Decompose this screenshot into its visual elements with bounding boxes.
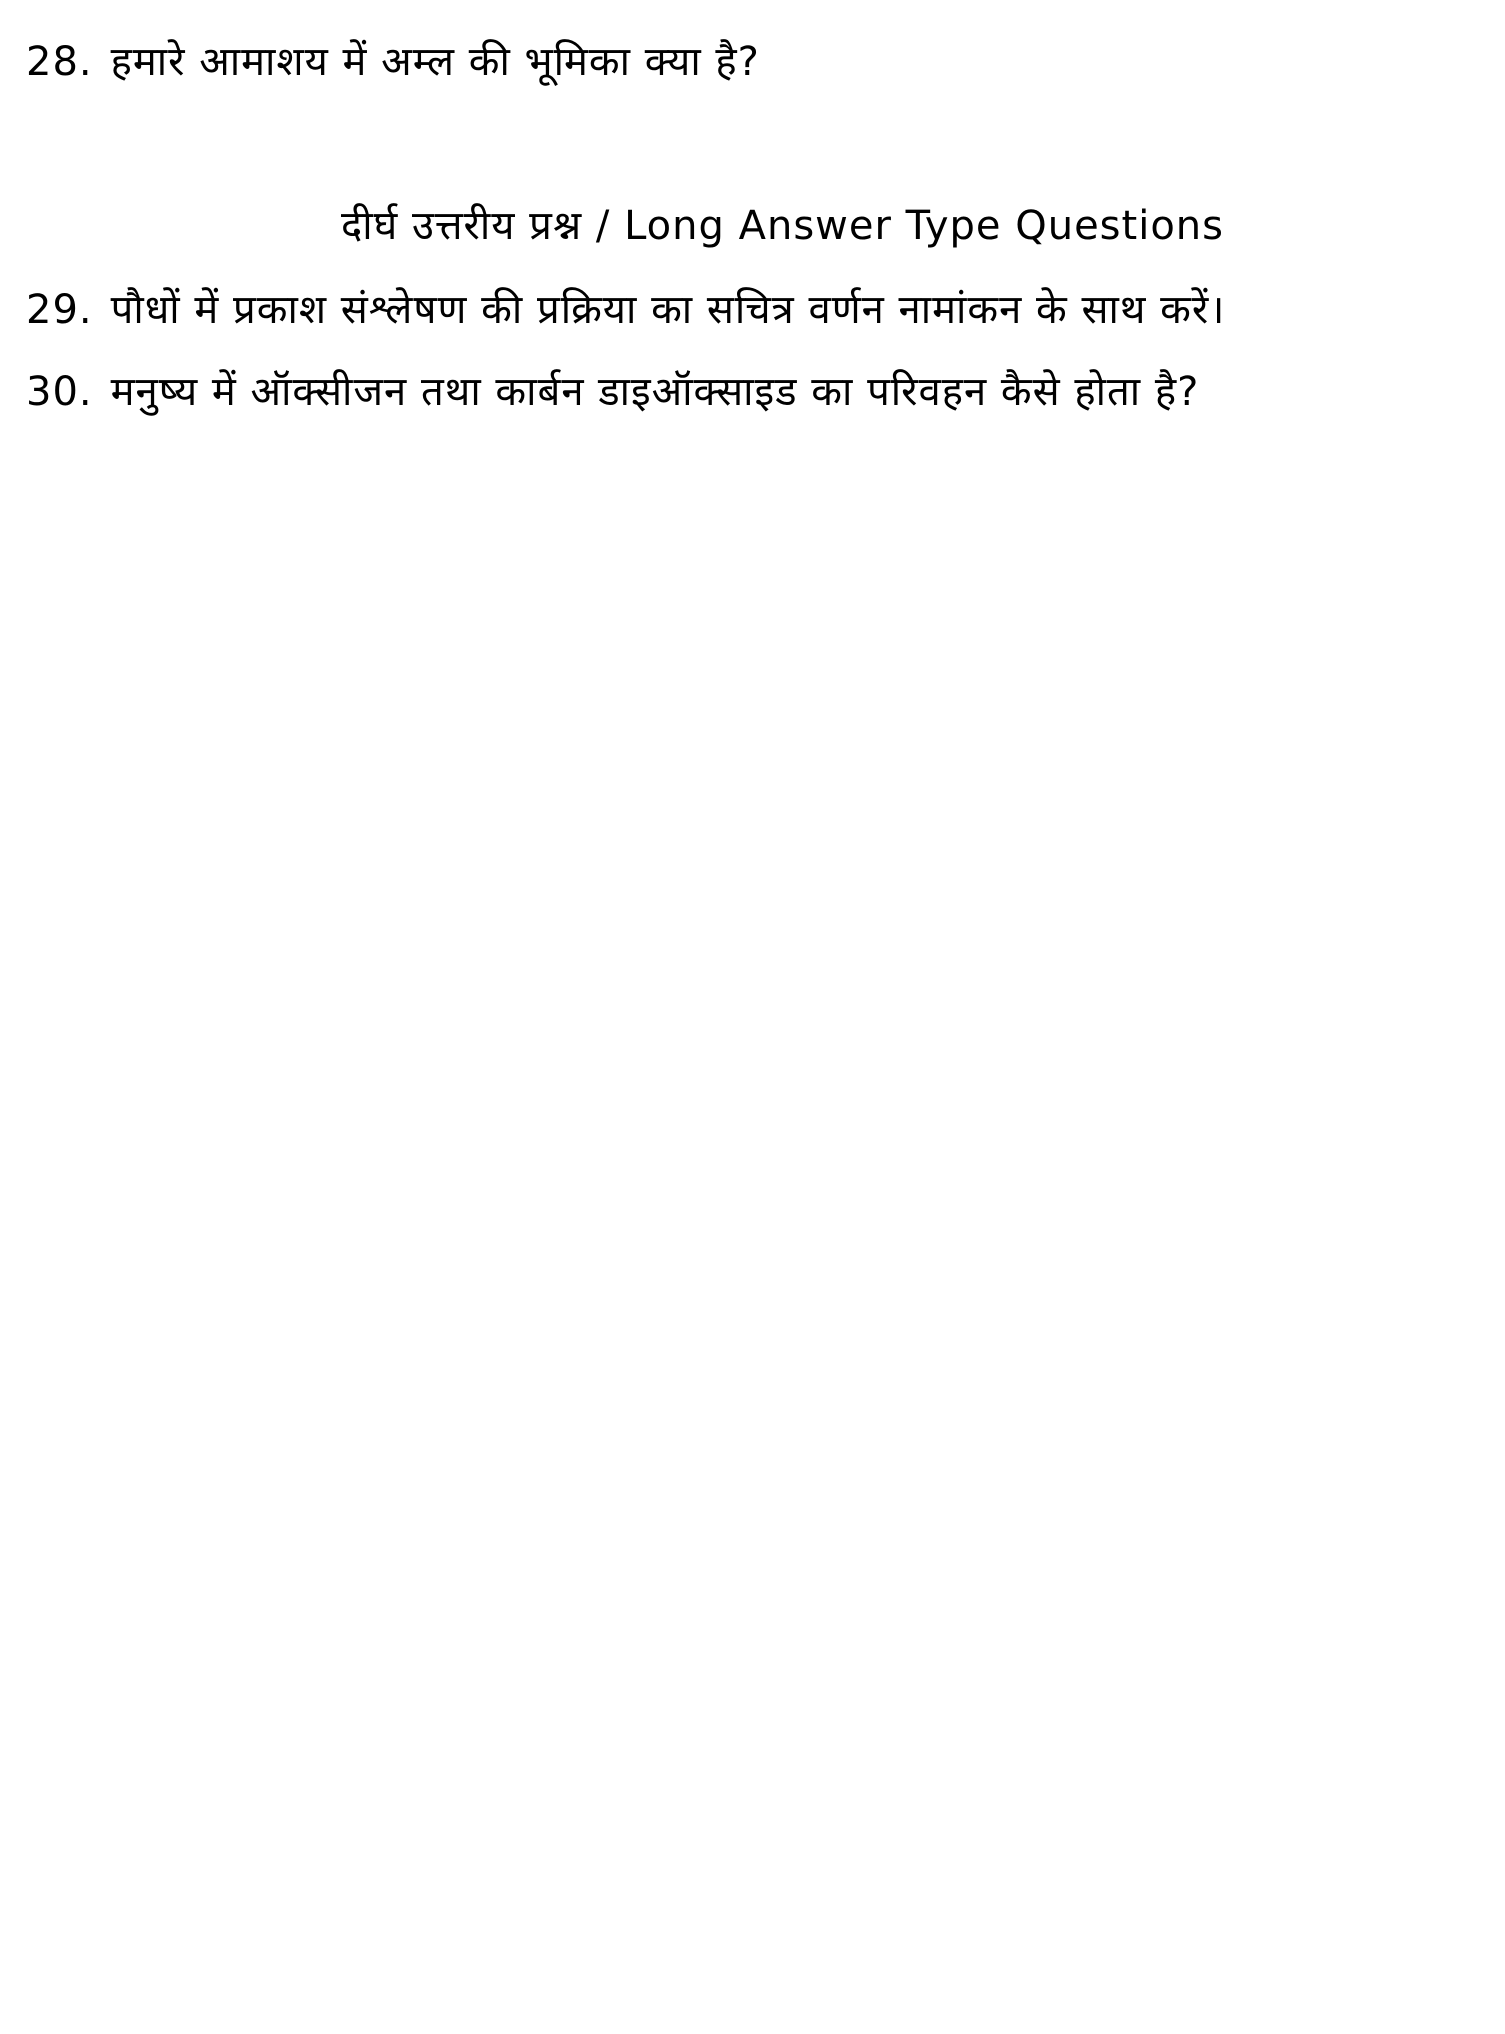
question-29 xyxy=(26,282,1225,338)
question-30 xyxy=(26,364,1199,420)
question-text: हमारे आमाशय में अम्ल की भूमिका क्या है? xyxy=(110,39,760,85)
question-text: मनुष्य में ऑक्सीजन तथा कार्बन डाइऑक्साइड का परिवहन कैसे होता है? xyxy=(110,369,1200,415)
section-heading: दीर्घ उत्तरीय प्रश्न / Long Answer Type Questions xyxy=(341,203,1224,249)
question-text: पौधों में प्रकाश संश्लेषण की प्रक्रिया का सचित्र वर्णन नामांकन के साथ करें। xyxy=(110,287,1226,333)
question-number: 30. xyxy=(26,369,93,415)
question-number: 28. xyxy=(26,39,93,85)
question-28 xyxy=(26,34,760,90)
question-number: 29. xyxy=(26,287,93,333)
